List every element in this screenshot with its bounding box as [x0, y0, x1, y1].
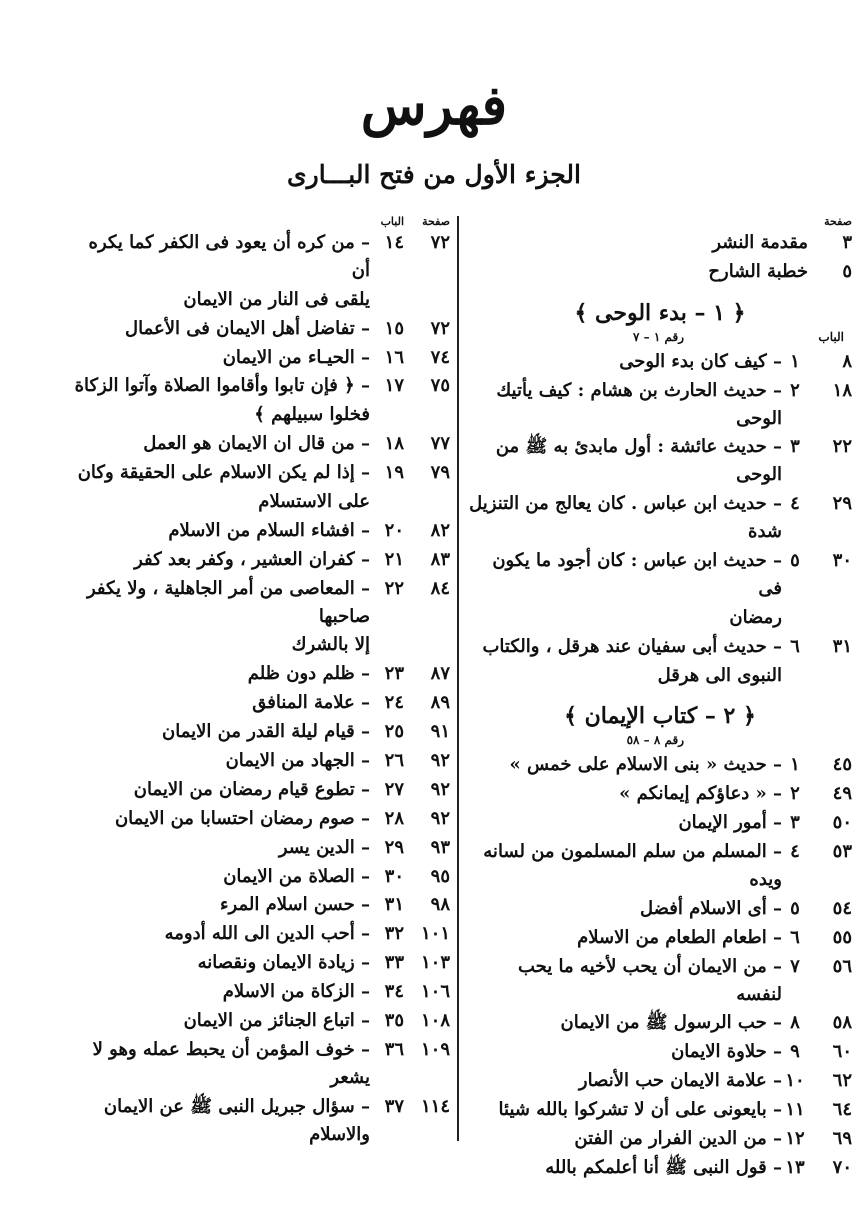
entry-continuation: النبوى الى هرقل [657, 664, 782, 686]
chapter-number: ١٩ [384, 462, 404, 484]
chapter-number: ١١ [785, 1099, 805, 1121]
page-number: ١٨ [832, 379, 852, 401]
entry-title: – المعاصى من أمر الجاهلية ، ولا يكفر صاحبها [86, 577, 370, 627]
list-item [72, 978, 450, 1006]
entry-title: – المسلم من سلم المسلمون من لسانه ويده [483, 841, 782, 891]
page-number: ١٠٣ [420, 952, 450, 974]
entry-continuation: رمضان [729, 606, 782, 628]
list-item [468, 1038, 852, 1066]
list-item [72, 834, 450, 862]
entry-title: – اطعام الطعام من الاسلام [577, 926, 782, 948]
page-number: ٧٤ [430, 346, 450, 368]
section-title-faith: ﴿ ٢ – كتاب الإيمان ﴾ [564, 703, 756, 730]
page-number: ٣٠ [832, 550, 852, 572]
list-item [468, 751, 852, 779]
chapter-number: ٣١ [384, 894, 404, 916]
entry-title: – حديث « بنى الاسلام على خمس » [509, 754, 782, 776]
entry-continuation: فخلوا سبيلهم ﴾ [254, 404, 370, 426]
chapter-number: ١٢ [785, 1128, 805, 1150]
chapter-number: ٢١ [384, 548, 404, 570]
entry-title: – من كره أن يعود فى الكفر كما يكره أن [88, 232, 370, 281]
entry-title: – حديث الحارث بن هشام : كيف يأتيك الوحى [496, 379, 782, 429]
chapter-number: ٨ [790, 1012, 800, 1034]
list-item [468, 1154, 852, 1182]
entry-title: – أحب الدين الى الله أدومه [164, 923, 370, 945]
chapter-number: ٥ [790, 550, 800, 572]
entry-title: – علامة الايمان حب الأنصار [578, 1070, 782, 1092]
list-item [468, 547, 852, 603]
list-item [72, 517, 450, 545]
chapter-number: ٢٧ [384, 778, 404, 800]
entry-continuation: إلا بالشرك [291, 634, 370, 656]
page-number: ١٠١ [420, 923, 450, 945]
entry-title: – قول النبى ﷺ أنا أعلمكم بالله [545, 1156, 782, 1178]
list-item [468, 953, 852, 1009]
list-item [72, 575, 450, 631]
page-number: ٣ [842, 232, 852, 253]
chapter-number: ١ [790, 754, 800, 776]
list-item [72, 689, 450, 717]
page-number: ٢٩ [832, 493, 852, 515]
list-item [468, 633, 852, 661]
entry-title: – أمور الإيمان [678, 812, 782, 834]
entry-title: – خوف المؤمن أن يحبط عمله وهو لا يشعر [92, 1038, 370, 1088]
chapter-number: ٢ [790, 379, 800, 401]
faith-list [468, 751, 852, 1181]
entry-title: – حديث ابن عباس . كان يعالج من التنزيل شدة [469, 493, 782, 543]
left-column-header [72, 215, 450, 229]
list-item [72, 1007, 450, 1035]
chapter-number: ٢٣ [384, 663, 404, 685]
chapter-number: ٤ [790, 493, 800, 515]
faith-list-continued [72, 229, 450, 1149]
page-number: ٨٢ [430, 519, 450, 541]
page-number: ١٠٨ [420, 1010, 450, 1032]
entry-title: – علامة المنافق [252, 692, 370, 714]
entry-title: – تطوع قيام رمضان من الايمان [133, 778, 370, 800]
list-item [72, 776, 450, 804]
page-number: ٨ [842, 350, 852, 372]
range-label: رقم ٨ – ٥٨ [626, 733, 684, 748]
page-number: ٧٥ [430, 375, 450, 397]
entry-title: – ظلم دون ظلم [247, 663, 370, 685]
list-item [468, 433, 852, 489]
list-item [468, 895, 852, 923]
entry-title: – حديث عائشة : أول مابدئ به ﷺ من الوحى [495, 436, 782, 486]
page-number: ٤٩ [832, 783, 852, 805]
chapter-number: ١٤ [384, 232, 404, 253]
section-range-revelation [468, 330, 852, 344]
page-number: ٧٠ [832, 1156, 852, 1178]
chapter-number: ٦ [790, 635, 800, 657]
entry-title: – زيادة الايمان ونقصانه [197, 952, 370, 974]
chapter-number: ١٨ [384, 433, 404, 455]
entry-title: – اتباع الجنائز من الايمان [183, 1010, 370, 1032]
chapter-number: ٦ [790, 926, 800, 948]
page-column-header: صفحة [422, 215, 450, 228]
list-item [468, 348, 852, 376]
chapter-number: ٢٢ [384, 577, 404, 599]
list-item [72, 315, 450, 343]
chapter-number: ٣ [790, 812, 800, 834]
page-number: ٦٩ [832, 1128, 852, 1150]
entry-title: – من الدين الفرار من الفتن [574, 1128, 782, 1150]
page-number: ٦٠ [832, 1041, 852, 1063]
chapter-number: ١٥ [384, 317, 404, 339]
page-number: ٧٢ [430, 317, 450, 339]
page-number: ٥٠ [832, 812, 852, 834]
page-number: ٨٣ [430, 548, 450, 570]
range-label: رقم ١ – ٧ [633, 329, 684, 344]
list-item [468, 1096, 852, 1124]
section-title-revelation: ﴿ ١ – بدء الوحى ﴾ [574, 299, 746, 326]
entry-title: – بايعونى على أن لا تشركوا بالله شيئا [498, 1099, 782, 1121]
list-item [468, 780, 852, 808]
chapter-number: ٣٦ [384, 1038, 404, 1060]
list-item [468, 809, 852, 837]
chapter-number: ٣٠ [384, 865, 404, 887]
entry-title: – قيام ليلة القدر من الايمان [162, 721, 370, 743]
list-item [468, 258, 852, 286]
page-title: فهرس [360, 73, 508, 137]
entry-title: – من الايمان أن يحب لأخيه ما يحب لنفسه [517, 955, 782, 1005]
page-number: ٥٨ [832, 1012, 852, 1034]
list-item [72, 1036, 450, 1092]
list-item [72, 660, 450, 688]
entry-title: – كفران العشير ، وكفر بعد كفر [134, 548, 370, 570]
chapter-number: ١٣ [785, 1156, 805, 1178]
entry-title: – « دعاؤكم إيمانكم » [619, 783, 782, 805]
page-number: ٤٥ [832, 754, 852, 776]
page-number: ٥ [842, 260, 852, 282]
chapter-number: ٣٤ [384, 981, 404, 1003]
entry-title: – الدين يسر [278, 836, 370, 858]
list-item [468, 1009, 852, 1037]
chapter-number: ٩ [790, 1041, 800, 1063]
page-number: ١٠٦ [420, 981, 450, 1003]
list-item [72, 747, 450, 775]
chapter-number: ٣ [790, 436, 800, 458]
chapter-number: ١ [790, 350, 800, 372]
list-item [468, 1067, 852, 1095]
page-number: ٩٣ [430, 836, 450, 858]
intro-list [468, 229, 852, 286]
section-range-faith [468, 733, 852, 747]
chapter-number: ٣٧ [384, 1095, 404, 1117]
page-number: ٣١ [832, 635, 852, 657]
page-number: ١١٤ [420, 1095, 450, 1117]
entry-title: – أى الاسلام أفضل [640, 897, 782, 919]
list-item [468, 838, 852, 894]
chapter-number: ٢٦ [384, 750, 404, 772]
list-item [72, 891, 450, 919]
page-column-header: صفحة [824, 215, 852, 228]
entry-title: – سؤال جبريل النبى ﷺ عن الايمان والاسلام [103, 1095, 370, 1145]
bab-label: الباب [818, 329, 844, 344]
page-number: ٥٥ [832, 926, 852, 948]
entry-title: – ﴿ فإن تابوا وأقاموا الصلاة وآتوا الزكاة [74, 375, 370, 397]
page-number: ٥٤ [832, 897, 852, 919]
list-item [72, 718, 450, 746]
list-item [72, 372, 450, 400]
chapter-number: ٧ [790, 955, 800, 977]
entry-title: – حب الرسول ﷺ من الايمان [560, 1012, 782, 1034]
page-number: ٨٤ [430, 577, 450, 599]
list-item [72, 430, 450, 458]
list-item [72, 863, 450, 891]
chapter-number: ٣٥ [384, 1010, 404, 1032]
page-number: ٩١ [430, 721, 450, 743]
entry-title: – من قال ان الايمان هو العمل [143, 433, 370, 455]
chapter-number: ٤ [790, 841, 800, 863]
list-item [72, 805, 450, 833]
entry-title: – إذا لم يكن الاسلام على الحقيقة وكان [77, 462, 370, 484]
page-number: ٩٢ [430, 807, 450, 829]
page-number: ٥٦ [832, 955, 852, 977]
left-column [72, 215, 450, 1150]
bab-column-header: الباب [380, 215, 404, 228]
entry-title: – الزكاة من الاسلام [222, 981, 370, 1003]
chapter-number: ٢٤ [384, 692, 404, 714]
chapter-number: ٥ [790, 897, 800, 919]
entry-title: – كيف كان بدء الوحى [619, 350, 782, 372]
list-item [468, 377, 852, 433]
list-item [72, 459, 450, 487]
page-number: ١٠٩ [420, 1038, 450, 1060]
list-item [468, 924, 852, 952]
chapter-number: ٣٣ [384, 952, 404, 974]
list-item [72, 546, 450, 574]
list-item [72, 229, 450, 285]
list-item [468, 1125, 852, 1153]
column-divider [457, 216, 459, 1141]
page-number: ٩٢ [430, 778, 450, 800]
page-number: ٢٢ [832, 436, 852, 458]
page-number: ٧٢ [430, 232, 450, 253]
entry-title: – الصلاة من الايمان [223, 865, 370, 887]
page-number: ٩٥ [430, 865, 450, 887]
entry-title: – الجهاد من الايمان [225, 750, 370, 772]
entry-title: مقدمة النشر [712, 232, 808, 253]
page-subtitle: الجزء الأول من فتح البـــارى [287, 160, 581, 189]
chapter-number: ٢ [790, 783, 800, 805]
entry-title: – حديث أبى سفيان عند هرقل ، والكتاب [482, 635, 782, 657]
entry-title: – حلاوة الايمان [671, 1041, 782, 1063]
page-number: ٨٧ [430, 663, 450, 685]
entry-continuation: يلقى فى النار من الايمان [183, 288, 370, 310]
chapter-number: ١٠ [785, 1070, 805, 1092]
entry-continuation: على الاستسلام [258, 491, 370, 513]
page-number: ٧٩ [430, 462, 450, 484]
page-number: ٩٢ [430, 750, 450, 772]
page-number: ٦٢ [832, 1070, 852, 1092]
page-number: ٩٨ [430, 894, 450, 916]
right-column [468, 215, 852, 1183]
chapter-number: ١٧ [384, 375, 404, 397]
page-number: ٥٣ [832, 841, 852, 863]
list-item [72, 344, 450, 372]
list-item [72, 1093, 450, 1149]
entry-title: – الحيـاء من الايمان [222, 346, 370, 368]
page-number: ٧٧ [430, 433, 450, 455]
right-column-header [468, 215, 852, 229]
entry-title: – حديث ابن عباس : كان أجود ما يكون فى [492, 550, 782, 599]
entry-title: – افشاء السلام من الاسلام [168, 519, 370, 541]
list-item [468, 229, 852, 257]
entry-title: – صوم رمضان احتسابا من الايمان [114, 807, 370, 829]
chapter-number: ٢٥ [384, 721, 404, 743]
chapter-number: ٢٨ [384, 807, 404, 829]
entry-title: خطبة الشارح [708, 260, 808, 282]
chapter-number: ٣٢ [384, 923, 404, 945]
entry-title: – حسن اسلام المرء [220, 894, 370, 916]
list-item [72, 949, 450, 977]
page-number: ٦٤ [832, 1099, 852, 1121]
entry-title: – تفاضل أهل الايمان فى الأعمال [125, 317, 370, 339]
list-item [468, 490, 852, 546]
list-item [72, 920, 450, 948]
chapter-number: ٢٩ [384, 836, 404, 858]
chapter-number: ٢٠ [384, 519, 404, 541]
revelation-list [468, 348, 852, 690]
page-number: ٨٩ [430, 692, 450, 714]
chapter-number: ١٦ [384, 346, 404, 368]
